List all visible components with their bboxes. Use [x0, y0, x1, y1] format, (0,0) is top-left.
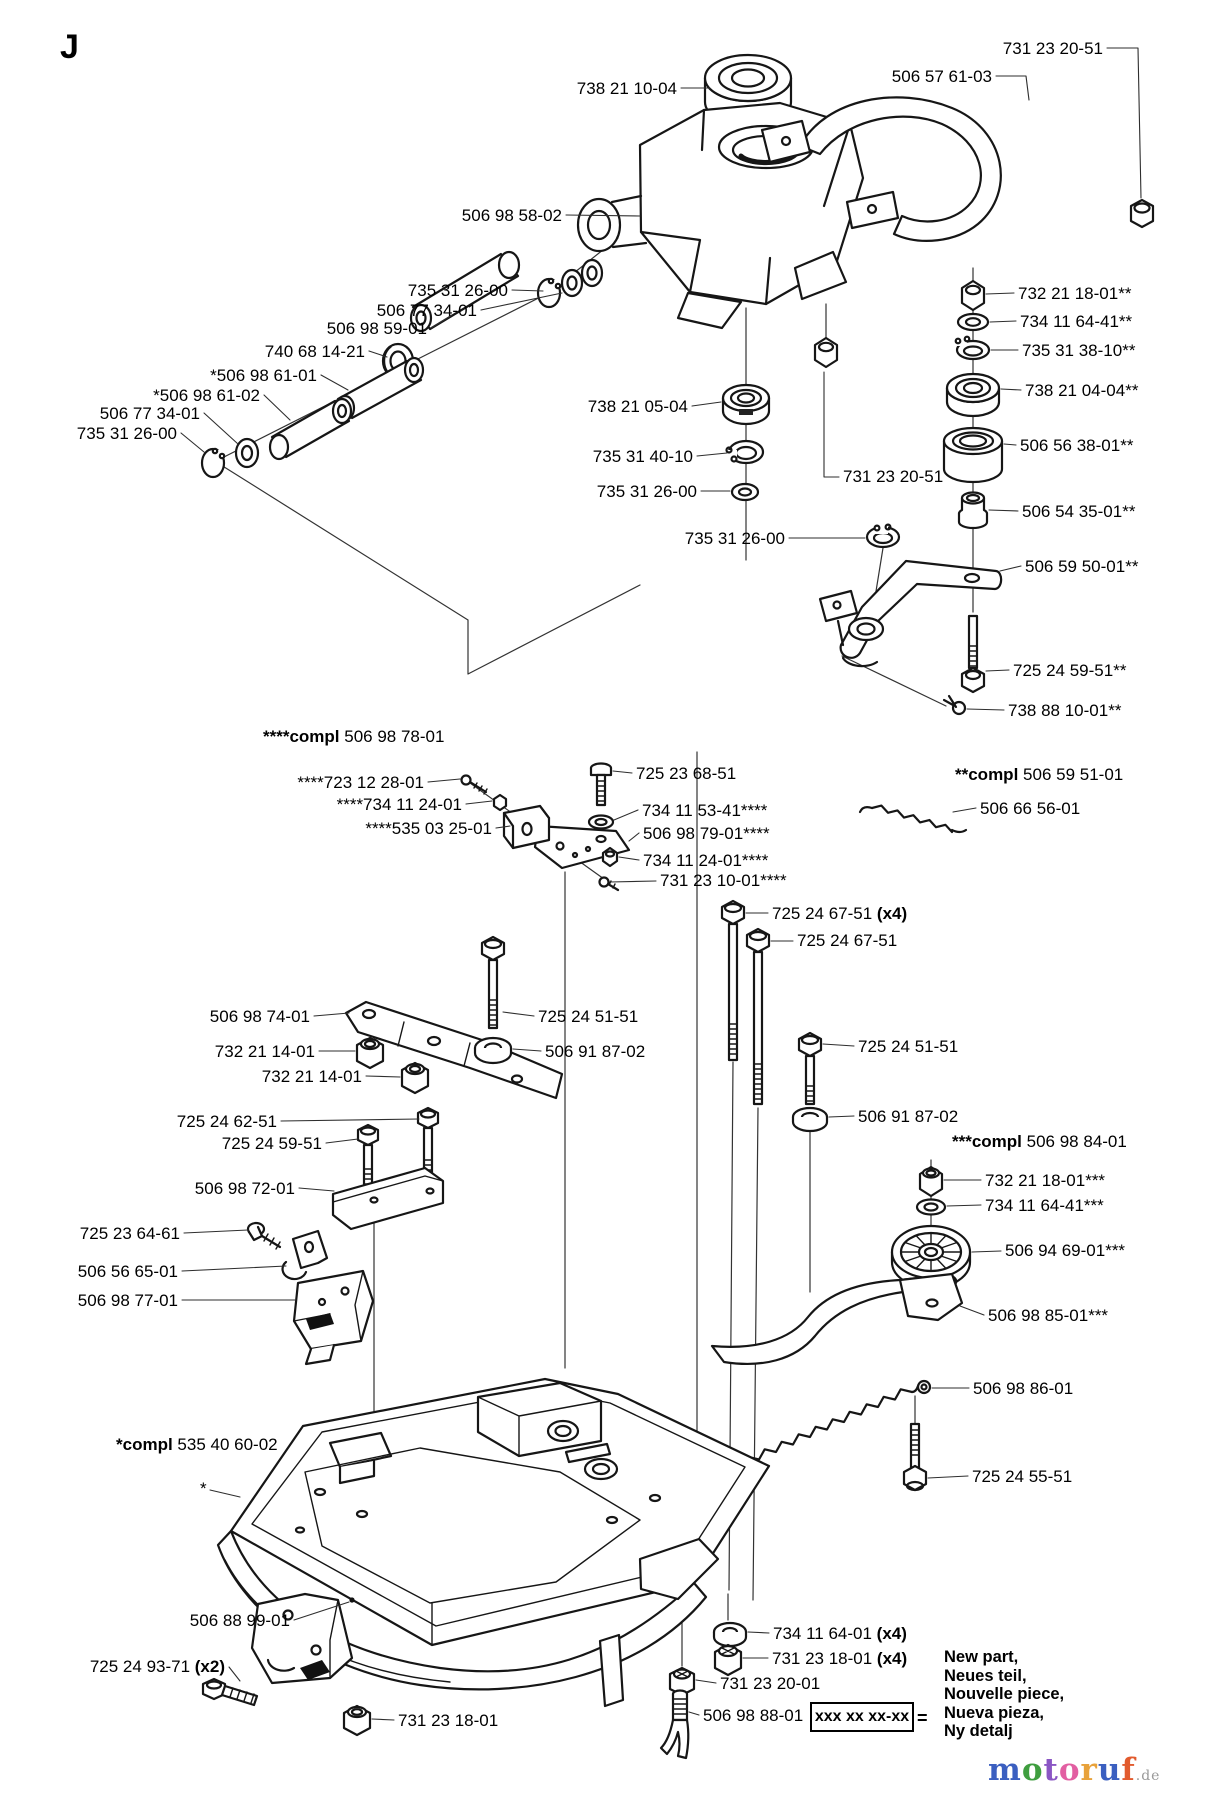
- legend-line-en: New part,: [944, 1648, 1019, 1666]
- label-732-21-18-01: 732 21 18-01**: [1018, 284, 1132, 303]
- motoruf-watermark: [988, 1752, 1160, 1788]
- leader-line: [182, 1266, 286, 1271]
- label-731-23-10-01: 731 23 10-01****: [660, 871, 787, 890]
- label-732-21-14-01: 732 21 14-01: [214, 1042, 315, 1061]
- label-735-31-26-00: 735 31 26-00: [407, 281, 508, 300]
- leader-line: [1001, 389, 1021, 390]
- leader-line: [829, 1116, 854, 1117]
- label-731-23-20-01: 731 23 20-01: [720, 1674, 821, 1693]
- leader-line: [204, 413, 238, 444]
- label-734-11-24-01: 734 11 24-01****: [643, 851, 769, 870]
- label-735-31-26-00: 735 31 26-00: [76, 424, 177, 443]
- label-725-24-51-51: 725 24 51-51: [858, 1037, 959, 1056]
- leader-line: [697, 453, 727, 456]
- label-506-54-35-01: 506 54 35-01**: [1022, 502, 1136, 521]
- leader-line: [823, 1044, 854, 1046]
- label-725-24-93-71-x2: 725 24 93-71 (x2): [89, 1657, 225, 1676]
- legend-line-sv: Ny detalj: [944, 1722, 1013, 1741]
- label-723-12-28-01: ****723 12 28-01: [297, 773, 424, 792]
- label-732-21-18-01: 732 21 18-01***: [985, 1171, 1106, 1190]
- frame-bolt-long-1: [722, 901, 744, 1060]
- label-725-24-59-51: 725 24 59-51: [221, 1134, 322, 1153]
- leader-line: [1000, 566, 1021, 571]
- label-506-91-87-02: 506 91 87-02: [545, 1042, 646, 1061]
- leader-line: [366, 1076, 400, 1077]
- legend-line-fr: Nouvelle piece,: [944, 1685, 1065, 1704]
- label-506-98-79-01: 506 98 79-01****: [643, 824, 770, 843]
- label-506-77-34-01: 506 77 34-01: [376, 301, 477, 320]
- leader-line: [986, 293, 1014, 294]
- label-738-21-05-04: 738 21 05-04: [587, 397, 688, 416]
- label-734-11-24-01: ****734 11 24-01: [336, 795, 462, 814]
- label-506-59-50-01: 506 59 50-01**: [1025, 557, 1139, 576]
- leader-line: [566, 215, 640, 216]
- leader-line: [1004, 444, 1016, 445]
- leader-line: [989, 510, 1018, 511]
- legend-new-part-text: [944, 1648, 1064, 1741]
- leader-line: [972, 1251, 1001, 1252]
- leader-line: [1107, 48, 1141, 198]
- hex-nut-mid: [815, 338, 837, 367]
- leader-line: [619, 857, 639, 860]
- clamp-lock-nut: [1131, 200, 1153, 227]
- label-506-98-59-01: 506 98 59-01: [326, 319, 427, 338]
- leader-line: [996, 76, 1029, 100]
- label-725-24-67-51-x4: 725 24 67-51 (x4): [772, 904, 908, 923]
- leader-line: [314, 1013, 349, 1016]
- drive-shaft-assembly: [202, 252, 602, 477]
- leader-line: [610, 881, 656, 882]
- label-535-03-25-01: ****535 03 25-01: [365, 819, 492, 838]
- label-506-98-86-01: 506 98 86-01: [973, 1379, 1074, 1398]
- label-734-11-64-41: 734 11 64-41**: [1020, 312, 1133, 331]
- label-735-31-26-00: 735 31 26-00: [684, 529, 785, 548]
- leader-line: [689, 1712, 699, 1715]
- label-732-21-14-01: 732 21 14-01: [261, 1067, 362, 1086]
- motoruf-letter: o: [1021, 1752, 1044, 1788]
- leader-line: [928, 1476, 968, 1478]
- label-compl-506-59-51-01: **compl 506 59 51-01: [955, 765, 1124, 784]
- motoruf-letter: r: [1080, 1752, 1098, 1788]
- motoruf-letter: o: [1058, 1752, 1081, 1788]
- label-731-23-18-01-x4: 731 23 18-01 (x4): [772, 1649, 908, 1668]
- leader-line: [614, 810, 638, 820]
- leader-line: [184, 1230, 248, 1233]
- motoruf-letter: u: [1097, 1752, 1122, 1788]
- label-506-56-65-01: 506 56 65-01: [77, 1262, 178, 1281]
- legend-part-number-box: xxx xx xx-xx: [810, 1702, 914, 1732]
- label-506-57-61-03: 506 57 61-03: [891, 67, 992, 86]
- label-725-24-62-51: 725 24 62-51: [176, 1112, 277, 1131]
- label-725-23-64-61: 725 23 64-61: [79, 1224, 180, 1243]
- leader-line: [990, 321, 1016, 322]
- leader-line: [503, 1012, 534, 1016]
- legend-equals-sign: =: [917, 1708, 928, 1728]
- leader-line: [629, 833, 639, 841]
- label-506-98-74-01: 506 98 74-01: [209, 1007, 310, 1026]
- label-: *: [200, 1479, 207, 1498]
- leader-line: [321, 375, 348, 390]
- leader-line: [299, 1188, 334, 1191]
- label-734-11-64-41: 734 11 64-41***: [985, 1196, 1104, 1215]
- frame-bolt-long-2: [747, 929, 769, 1104]
- legend-line-es: Nueva pieza,: [944, 1703, 1044, 1722]
- label-compl-535-40-60-02: *compl 535 40 60-02: [116, 1435, 278, 1454]
- label-compl-506-98-84-01: ***compl 506 98 84-01: [952, 1132, 1127, 1151]
- leader-line: [967, 709, 1004, 710]
- label-506-56-38-01: 506 56 38-01**: [1020, 436, 1134, 455]
- label-506-91-87-02: 506 91 87-02: [858, 1107, 959, 1126]
- leader-line: [513, 1049, 541, 1051]
- label-506-98-58-02: 506 98 58-02: [461, 206, 562, 225]
- label-738-88-10-01: 738 88 10-01**: [1008, 701, 1122, 720]
- idler-pulley-assembly: [698, 1167, 970, 1494]
- label-compl-506-98-78-01: ****compl 506 98 78-01: [263, 727, 445, 746]
- leader-line: [281, 1119, 419, 1121]
- label-506-66-56-01: 506 66 56-01: [980, 799, 1081, 818]
- label-506-77-34-01: 506 77 34-01: [99, 404, 200, 423]
- motoruf-logo-suffix: .de: [1135, 1768, 1161, 1784]
- leader-line: [466, 801, 492, 804]
- leader-line: [326, 1139, 358, 1143]
- leader-line: [372, 1719, 394, 1720]
- label-506-98-88-01: 506 98 88-01: [703, 1706, 804, 1725]
- leader-line: [229, 1667, 240, 1681]
- leader-line: [960, 1306, 984, 1315]
- leader-line: [696, 1680, 716, 1683]
- motoruf-letter: m: [988, 1752, 1022, 1788]
- label-506-88-99-01: 506 88 99-01: [189, 1611, 290, 1630]
- label-506-98-85-01: 506 98 85-01***: [988, 1306, 1109, 1325]
- legend-line-de: Neues teil,: [944, 1666, 1027, 1685]
- leader-line: [210, 1490, 240, 1497]
- label-735-31-38-10: 735 31 38-10**: [1022, 341, 1136, 360]
- label-735-31-26-00: 735 31 26-00: [596, 482, 697, 501]
- label-731-23-20-51: 731 23 20-51: [843, 467, 944, 486]
- label-725-23-68-51: 725 23 68-51: [636, 764, 737, 783]
- motoruf-letter: t: [1043, 1752, 1059, 1788]
- label-734-11-64-01-x4: 734 11 64-01 (x4): [773, 1624, 907, 1643]
- page-letter: J: [60, 28, 79, 66]
- leader-line: [613, 771, 632, 773]
- label-731-23-20-51: 731 23 20-51: [1002, 39, 1103, 58]
- label-738-21-10-04: 738 21 10-04: [576, 79, 677, 98]
- leader-line: [824, 372, 839, 477]
- label-725-24-59-51: 725 24 59-51**: [1013, 661, 1127, 680]
- output-bearing-set: [723, 385, 899, 547]
- label-506-98-61-01: *506 98 61-01: [210, 366, 317, 385]
- frame-bolt-right: [793, 1033, 827, 1131]
- leader-line: [181, 433, 204, 452]
- clutch-tensioner-stack: [820, 281, 1002, 714]
- label-725-24-55-51: 725 24 55-51: [972, 1467, 1073, 1486]
- leader-line: [986, 670, 1009, 671]
- leader-line: [953, 808, 976, 812]
- return-spring-small: [860, 806, 966, 832]
- label-506-98-77-01: 506 98 77-01: [77, 1291, 178, 1310]
- label-740-68-14-21: 740 68 14-21: [264, 342, 365, 361]
- label-506-98-61-02: *506 98 61-02: [153, 386, 260, 405]
- motoruf-letter: f: [1121, 1752, 1136, 1788]
- label-506-94-69-01: 506 94 69-01***: [1005, 1241, 1126, 1260]
- label-735-31-40-10: 735 31 40-10: [592, 447, 693, 466]
- label-734-11-53-41: 734 11 53-41****: [642, 801, 768, 820]
- leader-line: [692, 402, 721, 406]
- label-738-21-04-04: 738 21 04-04**: [1025, 381, 1139, 400]
- label-725-24-67-51: 725 24 67-51: [797, 931, 898, 950]
- label-506-98-72-01: 506 98 72-01: [194, 1179, 295, 1198]
- leader-line: [428, 779, 460, 782]
- leader-line: [264, 395, 290, 420]
- motoruf-logo-text: [988, 1752, 1136, 1788]
- leader-line: [947, 1205, 981, 1206]
- label-725-24-51-51: 725 24 51-51: [538, 1007, 639, 1026]
- label-731-23-18-01: 731 23 18-01: [398, 1711, 499, 1730]
- leader-line: [748, 1632, 769, 1633]
- blade-bar-plate: [346, 937, 562, 1098]
